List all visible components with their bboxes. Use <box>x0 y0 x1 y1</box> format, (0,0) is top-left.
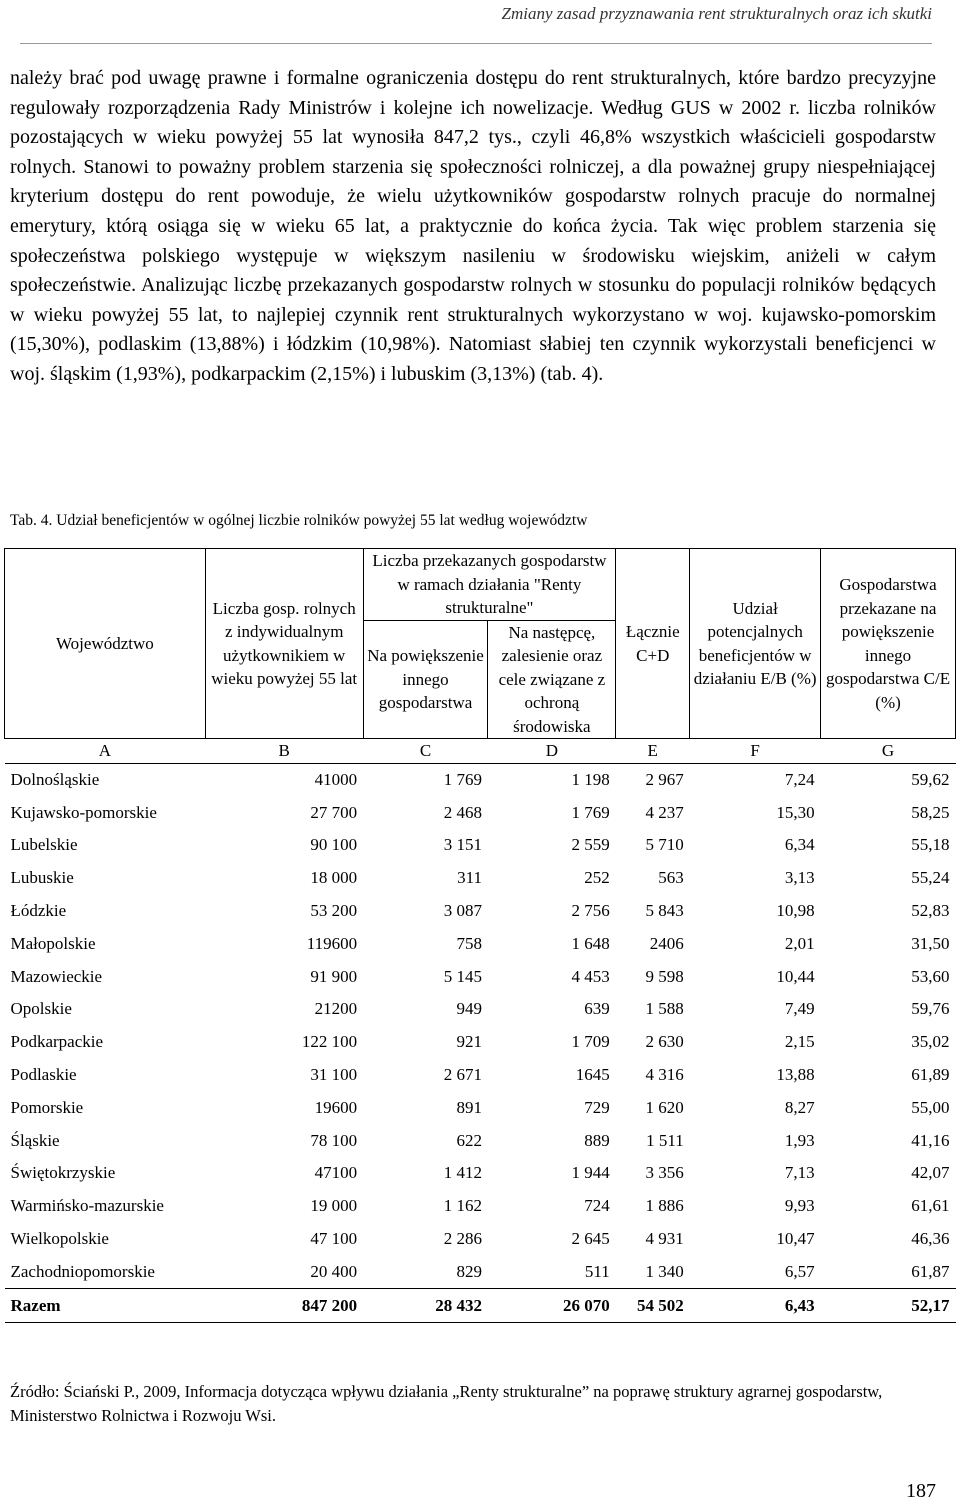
value-cell: 3,13 <box>784 868 815 888</box>
value-cell: 2 671 <box>443 1065 482 1085</box>
header-na-nastepce: Na następcę, zalesienie oraz cele związane z ochroną środowiska <box>488 620 616 739</box>
value-cell: 2 756 <box>571 901 610 921</box>
value-cell: 3 356 <box>645 1163 684 1183</box>
value-cell: 8,27 <box>784 1097 815 1117</box>
value-cell: 252 <box>584 868 610 888</box>
header-divider <box>20 43 932 44</box>
table-total-row <box>5 1289 956 1323</box>
value-cell: 891 <box>456 1097 482 1117</box>
value-cell: 2,01 <box>784 933 815 953</box>
region-name-cell: Podlaskie <box>10 1065 77 1085</box>
value-cell: 2 967 <box>645 769 684 789</box>
table-row <box>5 1026 956 1059</box>
region-name-cell: Opolskie <box>10 999 72 1019</box>
value-cell: 1 340 <box>645 1261 684 1281</box>
value-cell: 7,13 <box>784 1163 815 1183</box>
value-cell: 53,60 <box>911 966 950 986</box>
table-row <box>5 796 956 829</box>
table-row <box>5 895 956 928</box>
column-letter: A <box>5 739 206 764</box>
region-name-cell: Lubuskie <box>10 868 74 888</box>
value-cell: 1645 <box>575 1065 610 1085</box>
value-cell: 1 769 <box>443 769 482 789</box>
region-name-cell: Zachodniopomorskie <box>10 1261 155 1281</box>
value-cell: 1 620 <box>645 1097 684 1117</box>
value-cell: 55,18 <box>911 835 950 855</box>
table-row <box>5 1059 956 1092</box>
column-letter: D <box>488 739 616 764</box>
column-letters-row <box>5 739 956 764</box>
value-cell: 1 412 <box>443 1163 482 1183</box>
value-cell: 2,15 <box>784 1032 815 1052</box>
value-cell: 1 886 <box>645 1196 684 1216</box>
value-cell: 28 432 <box>363 1289 488 1323</box>
table-row <box>5 829 956 862</box>
table-body <box>5 763 956 1323</box>
table-row <box>5 993 956 1026</box>
value-cell: 119600 <box>306 933 358 953</box>
value-cell: 5 145 <box>443 966 482 986</box>
value-cell: 122 100 <box>301 1032 358 1052</box>
value-cell: 26 070 <box>488 1289 616 1323</box>
value-cell: 31 100 <box>310 1065 358 1085</box>
value-cell: 758 <box>456 933 482 953</box>
table-row <box>5 1190 956 1223</box>
value-cell: 10,98 <box>776 901 815 921</box>
value-cell: 52,17 <box>821 1289 956 1323</box>
value-cell: 4 453 <box>571 966 610 986</box>
value-cell: 61,87 <box>911 1261 950 1281</box>
body-paragraph: należy brać pod uwagę prawne i formalne ograniczenia dostępu do rent strukturalnych, które bardzo precyzyjne regulowały rozporządzenia Rady Ministrów i kolejne ich nowelizacje. Według GUS w 2002 r. liczba rolników pozostających w wieku powyżej 55 lat wynosiła 847,2 tys., czyli 46,8% wszystkich właścicieli gospodarstw rolnych. Stanowi to poważny problem starzenia się społeczności rolniczej, a dla poważnej grupy niespełniającej kryterium dostępu do rent powoduje, że wielu użytkowników gospodarstw rolnych pracuje do normalnej emerytury, którą osiąga się w wieku 65 lat, a praktycznie do końca życia. Tak więc problem starzenia się społeczeństwa polskiego występuje w większym nasileniu w środowisku wiejskim, aniżeli w całym społeczeństwie. Analizując liczbę przekazanych gospodarstw rolnych w stosunku do populacji rolników będących w wieku powyżej 55 lat, to najlepiej czynnik rent strukturalnych wykorzystano w woj. kujawsko-pomorskim (15,30%), podlaskim (13,88%) i łódzkim (10,98%). Natomiast słabiej ten czynnik wykorzystali beneficjenci w woj. śląskim (1,93%), podkarpackim (2,15%) i lubuskim (3,13%) (tab. 4). <box>10 67 936 385</box>
region-name-cell: Lubelskie <box>10 835 78 855</box>
value-cell: 639 <box>584 999 610 1019</box>
value-cell: 1 198 <box>571 769 610 789</box>
value-cell: 3 087 <box>443 901 482 921</box>
region-name-cell: Warmińsko-mazurskie <box>10 1196 164 1216</box>
region-name-cell: Kujawsko-pomorskie <box>10 802 157 822</box>
value-cell: 6,57 <box>784 1261 815 1281</box>
header-gospodarstwa-przekazane: Gospodarstwa przekazane na powiększenie innego gospodarstwa C/E (%) <box>821 549 956 739</box>
value-cell: 46,36 <box>911 1229 950 1249</box>
column-letter: C <box>363 739 488 764</box>
value-cell: 54 502 <box>616 1289 690 1323</box>
region-name-cell: Razem <box>5 1289 206 1323</box>
table-row <box>5 1157 956 1190</box>
value-cell: 1 944 <box>571 1163 610 1183</box>
column-letter: G <box>821 739 956 764</box>
value-cell: 61,89 <box>911 1065 950 1085</box>
value-cell: 2 645 <box>571 1229 610 1249</box>
value-cell: 19 000 <box>310 1196 358 1216</box>
value-cell: 35,02 <box>911 1032 950 1052</box>
value-cell: 949 <box>456 999 482 1019</box>
region-name-cell: Małopolskie <box>10 933 96 953</box>
value-cell: 53 200 <box>310 901 358 921</box>
region-name-cell: Podkarpackie <box>10 1032 104 1052</box>
column-letter: B <box>205 739 363 764</box>
value-cell: 78 100 <box>310 1130 358 1150</box>
value-cell: 1 588 <box>645 999 684 1019</box>
table-row <box>5 1255 956 1288</box>
value-cell: 729 <box>584 1097 610 1117</box>
value-cell: 47100 <box>314 1163 358 1183</box>
value-cell: 90 100 <box>310 835 358 855</box>
page-number: 187 <box>906 1480 936 1502</box>
value-cell: 59,62 <box>911 769 950 789</box>
value-cell: 7,49 <box>784 999 815 1019</box>
value-cell: 21200 <box>314 999 358 1019</box>
table-caption: Tab. 4. Udział beneficjentów w ogólnej liczbie rolników powyżej 55 lat według województw <box>10 512 588 529</box>
value-cell: 41000 <box>314 769 358 789</box>
value-cell: 18 000 <box>310 868 358 888</box>
value-cell: 4 316 <box>645 1065 684 1085</box>
value-cell: 59,76 <box>911 999 950 1019</box>
value-cell: 58,25 <box>911 802 950 822</box>
value-cell: 2 286 <box>443 1229 482 1249</box>
value-cell: 829 <box>456 1261 482 1281</box>
value-cell: 1 511 <box>646 1130 684 1150</box>
value-cell: 4 237 <box>645 802 684 822</box>
value-cell: 42,07 <box>911 1163 950 1183</box>
value-cell: 1,93 <box>784 1130 815 1150</box>
value-cell: 1 162 <box>443 1196 482 1216</box>
value-cell: 6,34 <box>784 835 815 855</box>
table-row <box>5 763 956 796</box>
column-letter: F <box>690 739 821 764</box>
value-cell: 10,47 <box>776 1229 815 1249</box>
value-cell: 563 <box>658 868 684 888</box>
running-header: Zmiany zasad przyznawania rent strukturalnych oraz ich skutki <box>501 4 932 23</box>
header-lacznie: Łącznie C+D <box>616 549 690 739</box>
value-cell: 511 <box>584 1261 610 1281</box>
value-cell: 55,24 <box>911 868 950 888</box>
value-cell: 91 900 <box>310 966 358 986</box>
source-note: Źródło: Ściański P., 2009, Informacja dotycząca wpływu działania „Renty strukturalne” na poprawę struktury agrarnej gospodarstw, Ministerstwo Rolnictwa i Rozwoju Wsi. <box>10 1382 883 1425</box>
value-cell: 52,83 <box>911 901 950 921</box>
value-cell: 2406 <box>649 933 684 953</box>
header-udzial: Udział potencjalnych beneficjentów w działaniu E/B (%) <box>690 549 821 739</box>
table-row <box>5 1223 956 1256</box>
value-cell: 9,93 <box>784 1196 815 1216</box>
value-cell: 2 468 <box>443 802 482 822</box>
value-cell: 13,88 <box>776 1065 815 1085</box>
header-na-powiekszenie: Na powiększenie innego gospodarstwa <box>363 620 488 739</box>
value-cell: 724 <box>584 1196 610 1216</box>
table-row <box>5 1091 956 1124</box>
value-cell: 55,00 <box>911 1097 950 1117</box>
value-cell: 311 <box>457 868 482 888</box>
table-row <box>5 862 956 895</box>
value-cell: 3 151 <box>443 835 482 855</box>
region-name-cell: Śląskie <box>10 1130 60 1150</box>
table-row <box>5 1124 956 1157</box>
value-cell: 6,43 <box>690 1289 821 1323</box>
table-row <box>5 960 956 993</box>
region-name-cell: Wielkopolskie <box>10 1229 109 1249</box>
value-cell: 31,50 <box>911 933 950 953</box>
value-cell: 20 400 <box>310 1261 358 1281</box>
header-liczba-przekazanych: Liczba przekazanych gospodarstw w ramach działania "Renty strukturalne" <box>363 549 616 621</box>
table-row <box>5 927 956 960</box>
value-cell: 19600 <box>314 1097 358 1117</box>
value-cell: 622 <box>456 1130 482 1150</box>
region-name-cell: Pomorskie <box>10 1097 84 1117</box>
value-cell: 5 843 <box>645 901 684 921</box>
value-cell: 2 559 <box>571 835 610 855</box>
value-cell: 921 <box>456 1032 482 1052</box>
value-cell: 15,30 <box>776 802 815 822</box>
value-cell: 27 700 <box>310 802 358 822</box>
region-name-cell: Świętokrzyskie <box>10 1163 116 1183</box>
value-cell: 1 769 <box>571 802 610 822</box>
value-cell: 847 200 <box>205 1289 363 1323</box>
header-wojewodztwo: Województwo <box>5 549 206 739</box>
column-letter: E <box>616 739 690 764</box>
value-cell: 47 100 <box>310 1229 358 1249</box>
value-cell: 2 630 <box>645 1032 684 1052</box>
beneficiaries-table <box>4 548 956 1323</box>
value-cell: 61,61 <box>911 1196 950 1216</box>
header-liczba-gosp: Liczba gosp. rolnych z indywidualnym użytkownikiem w wieku powyżej 55 lat <box>205 549 363 739</box>
value-cell: 889 <box>584 1130 610 1150</box>
value-cell: 1 648 <box>571 933 610 953</box>
value-cell: 4 931 <box>645 1229 684 1249</box>
region-name-cell: Dolnośląskie <box>10 769 100 789</box>
value-cell: 1 709 <box>571 1032 610 1052</box>
value-cell: 5 710 <box>645 835 684 855</box>
region-name-cell: Mazowieckie <box>10 966 103 986</box>
value-cell: 7,24 <box>784 769 815 789</box>
value-cell: 10,44 <box>776 966 815 986</box>
value-cell: 9 598 <box>645 966 684 986</box>
value-cell: 41,16 <box>911 1130 950 1150</box>
region-name-cell: Łódzkie <box>10 901 67 921</box>
